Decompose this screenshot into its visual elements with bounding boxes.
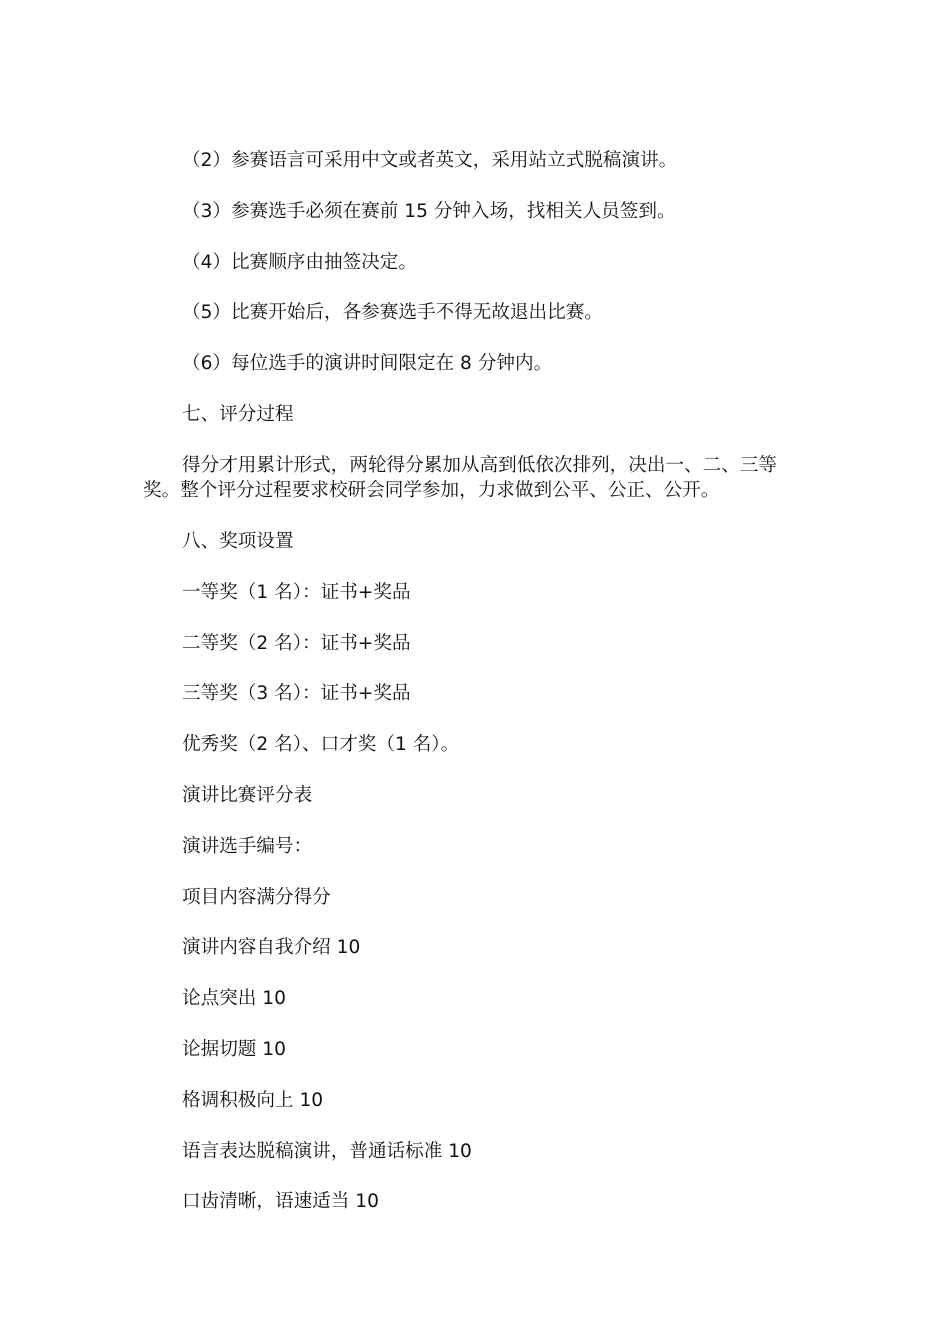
scoring-item-evidence: 论据切题 10 [182, 1038, 286, 1060]
award-second: 二等奖（2 名）：证书+奖品 [182, 632, 411, 654]
award-first: 一等奖（1 名）：证书+奖品 [182, 581, 411, 603]
scoring-item-argument: 论点突出 10 [182, 988, 286, 1010]
paragraph-rule-language: （2）参赛语言可采用中文或者英文，采用站立式脱稿演讲。 [182, 150, 678, 171]
section-heading-scoring: 七、评分过程 [182, 403, 294, 425]
award-third: 三等奖（3 名）：证书+奖品 [182, 683, 411, 705]
scoring-table-title: 演讲比赛评分表 [182, 784, 313, 806]
award-other: 优秀奖（2 名）、口才奖（1 名）。 [182, 734, 460, 756]
scoring-item-tone: 格调积极向上 10 [182, 1089, 324, 1111]
paragraph-rule-time-limit: （6）每位选手的演讲时间限定在 8 分钟内。 [182, 353, 553, 375]
scoring-item-self-intro: 演讲内容自我介绍 10 [182, 937, 361, 959]
paragraph-scoring-description: 得分才用累计形式，两轮得分累加从高到低依次排列，决出一、二、三等奖。整个评分过程要求校研会同学参加，力求做到公平、公正、公开。 [143, 454, 778, 502]
scoring-table-header: 项目内容满分得分 [182, 886, 331, 908]
paragraph-rule-order: （4）比赛顺序由抽签决定。 [182, 251, 417, 273]
paragraph-rule-no-withdraw: （5）比赛开始后，各参赛选手不得无故退出比赛。 [182, 302, 603, 324]
paragraph-rule-checkin: （3）参赛选手必须在赛前 15 分钟入场，找相关人员签到。 [182, 200, 676, 222]
document-body [143, 148, 808, 1240]
contestant-number-label: 演讲选手编号： [182, 835, 313, 857]
section-heading-awards: 八、奖项设置 [182, 530, 294, 552]
scoring-item-language: 语言表达脱稿演讲，普通话标准 10 [182, 1140, 472, 1162]
scoring-item-articulation: 口齿清晰，语速适当 10 [182, 1191, 379, 1213]
